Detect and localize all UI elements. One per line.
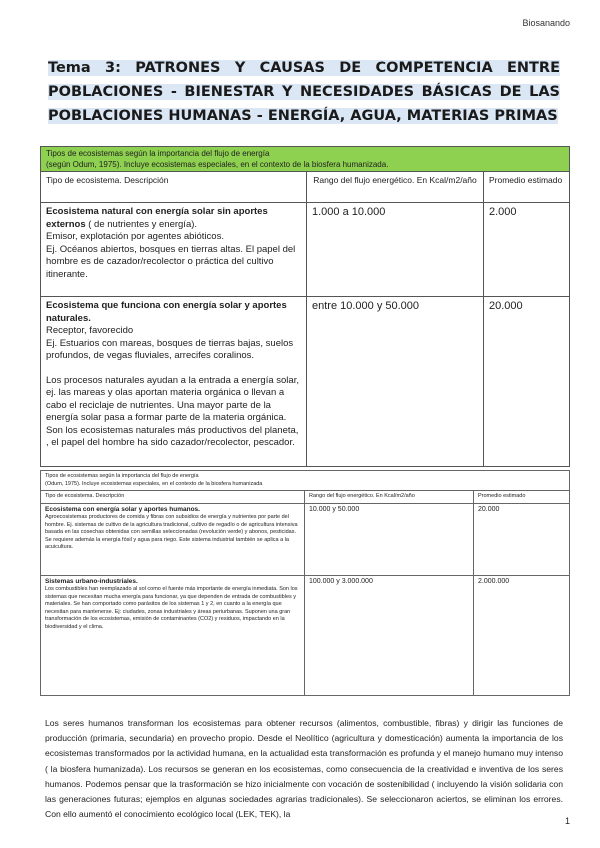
- table2-row1-range: 10.000 y 50.000: [305, 503, 474, 575]
- header-brand: Biosanando: [522, 18, 570, 28]
- table1-col1-header: Tipo de ecosistema. Descripción: [41, 172, 307, 203]
- table1-row2-title: Ecosistema que funciona con energía solar y aportes naturales.: [46, 300, 287, 324]
- table1-row1-desc: [41, 203, 307, 297]
- table2-col3-header: Promedio estimado: [474, 491, 570, 504]
- table1-row1-title-rest: ( de nutrientes y energía).: [85, 218, 198, 230]
- table1-col3-header: Promedio estimado: [484, 172, 570, 203]
- ecosystem-table-2: [40, 470, 570, 696]
- table2-col1-header: Tipo de ecosistema. Descripción: [41, 491, 305, 504]
- table2-row2-desc: [41, 575, 305, 695]
- ecosystem-table-1: [40, 146, 570, 467]
- table2-row1-title: Ecosistema con energía solar y aportes humanos.: [45, 505, 200, 513]
- table1-row1-line: Ej. Océanos abiertos, bosques en tierras altas. El papel del hombre es de cazador/recolector o práctica del cultivo itinerante.: [46, 243, 296, 280]
- table1-caption-line1: Tipos de ecosistemas según la importancia del flujo de energía: [46, 149, 270, 158]
- table1-row2-line: Receptor, favorecido: [46, 325, 134, 336]
- table1-row1-title: Ecosistema natural con energía solar sin aportes externos: [46, 206, 268, 230]
- table1-col2-header: Rango del flujo energético. En Kcal/m2/año: [307, 172, 484, 203]
- title-text: Tema 3: PATRONES Y CAUSAS DE COMPETENCIA ENTRE POBLACIONES - BIENESTAR Y NECESIDADES BÁSICAS DE LAS POBLACIONES HUMANAS - ENERGÍA, AGUA, MATERIAS PRIMAS: [48, 60, 560, 124]
- table2-row1-avg: 20.000: [474, 503, 570, 575]
- page-number: 1: [564, 816, 570, 826]
- table1-row2-spacer: [46, 363, 301, 375]
- table2-row2-title: Sistemas urbano-industriales.: [45, 577, 138, 585]
- table1-row2-line: Los procesos naturales ayudan a la entrada a energía solar, ej. las mareas y olas aportan materia orgánica o llevan a cabo el reciclaje de nutrientes. Una mayor parte de la energía solar pasa a formar parte de la materia orgánica.: [46, 374, 299, 423]
- table1-row2-desc: [41, 297, 307, 467]
- table2-row1-desc: [41, 503, 305, 575]
- body-paragraph: Los seres humanos transforman los ecosistemas para obtener recursos (alimentos, combustible, fibras) y dirigir las funciones de producción (primaria, secundaria) en provecho propio. Desde el Neolítico (agricultura y domesticación) aumenta la importancia de los ecosistemas transformados por la actividad humana, en la actualidad esta transformación es profunda y el manejo humano muy intenso ( la biosfera humanizada). Los recursos se generan en los ecosistemas, como consecuencia de la creatividad e inventiva de los seres humanos. Podemos pensar que la trasformación se hizo inicialmente con vocación de sostenibilidad ( incluyendo la visión solidaria con las generaciones futuras; ejemplos en algunas sociedades agrarias tradicionales). Se seleccionaron aciertos, se eliminan los errores. Con ello aumentó el conocimiento ecológico local (LEK, TEK), la: [45, 718, 563, 820]
- table2-col2-header: Rango del flujo energético. En Kcal/m2/año: [305, 491, 474, 504]
- table2-row2-text: Los combustibles han reemplazado al sol como el fuente más importante de energía inmediata. Son los sistemas que necesitan mucha energía para funcionar, ya que dependen de entrada de combustibles y materiales. Se han comportado como parásitos de los sistemas 1 y 2, en cuanto a la energía que necesitan para mantenerse. Ej: ciudades, zonas industriales y áreas periurbanas. Suponen una gran transformación de los ecosistemas, emisión de contaminantes (CO2) y residuos, impactando en la biodiversidad y el clima.: [45, 586, 298, 630]
- table2-row2-range: 100.000 y 3.000.000: [305, 575, 474, 695]
- table1-caption-line2: (según Odum, 1975). Incluye ecosistemas especiales, en el contexto de la biosfera humanizada.: [46, 160, 389, 169]
- table1-row1-line: Emisor, explotación por agentes abióticos.: [46, 231, 224, 242]
- page-title: [48, 56, 560, 128]
- table1-row1-range: 1.000 a 10.000: [307, 203, 484, 297]
- table2-row1-text: Agroecosistemas productores de comida y fibras con subsidios de energía y nutrientes por parte del hombre. Ej. sistemas de cultivo de la agricultura tradicional, cultivo de regadío o de agricultura intensiva basada en las cosechas obtenidas con semillas seleccionadas (revolución verde) y abonos, pesticidas. Se requiere además la energía fósil y agua para riego. Este sistema industrial también se aplica a la acuicultura.: [45, 514, 298, 550]
- table1-row1-avg: 2.000: [484, 203, 570, 297]
- table1-row2-range: entre 10.000 y 50.000: [307, 297, 484, 467]
- table1-row2-avg: 20.000: [484, 297, 570, 467]
- table2-caption-line2: (Odum, 1975). Incluye ecosistemas especiales, en el contexto de la biosfera humanizada: [45, 480, 263, 487]
- table1-row2-line: Son los ecosistemas naturales más productivos del planeta, , el papel del hombre ha sido cazador/recolector, pescador.: [46, 424, 299, 448]
- table1-caption: [41, 147, 570, 172]
- table2-caption: [41, 471, 570, 491]
- table2-row2-avg: 2.000.000: [474, 575, 570, 695]
- table2-caption-line1: Tipos de ecosistemas según la importancia del flujo de energía: [45, 473, 199, 479]
- table1-row2-line: Ej. Estuarios con mareas, bosques de tierras bajas, suelos profundos, de vegas fluviales, arrecifes coralinos.: [46, 337, 294, 361]
